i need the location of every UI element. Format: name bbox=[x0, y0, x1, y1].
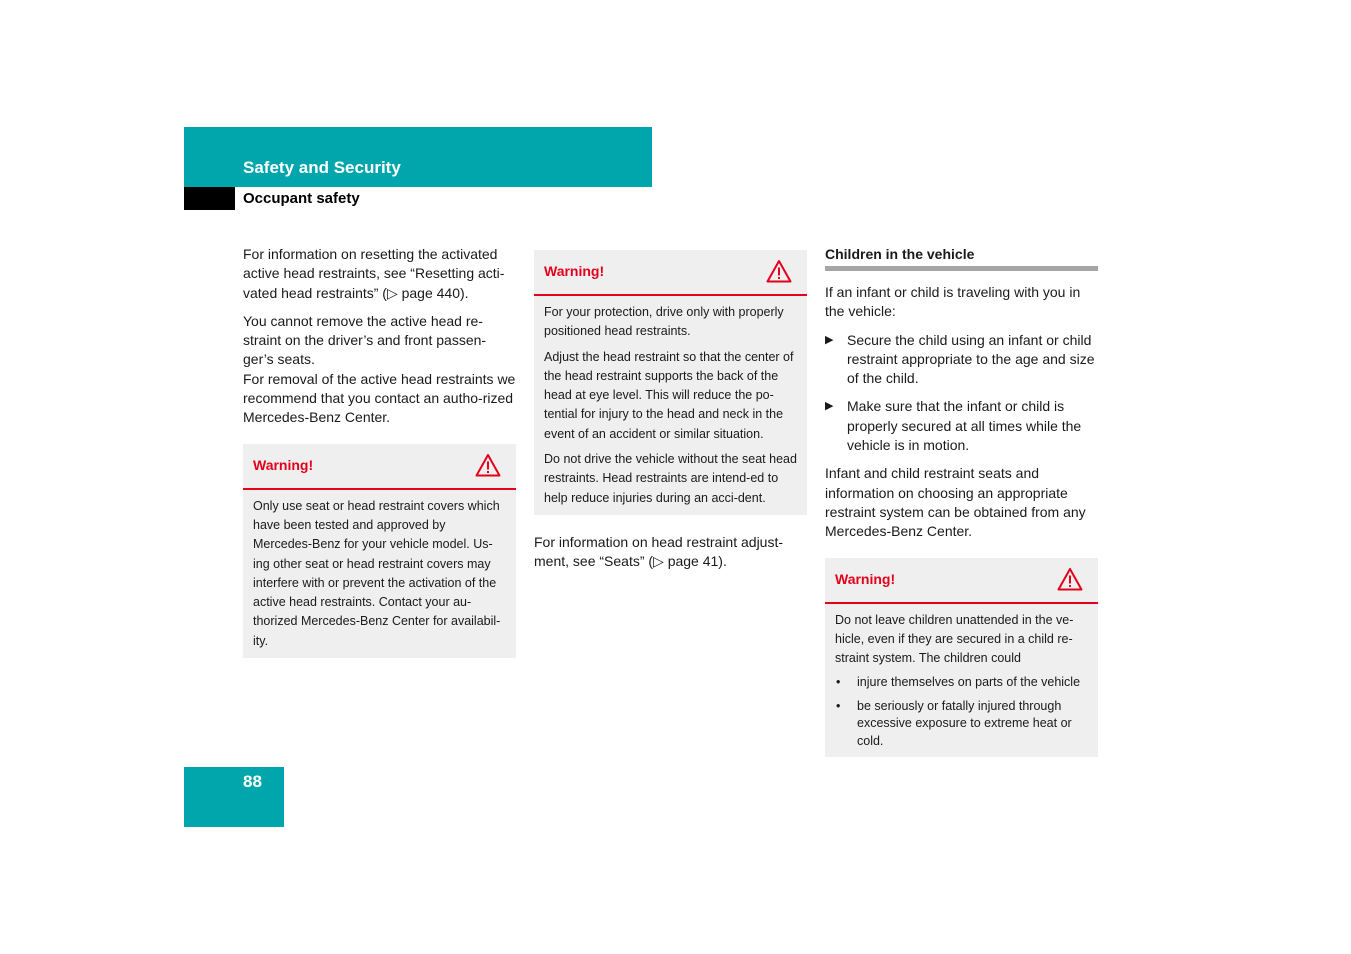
bullet-text: injure themselves on parts of the vehicle bbox=[857, 675, 1081, 690]
instruction-step bbox=[825, 397, 1098, 455]
warning-triangle-icon bbox=[766, 259, 792, 283]
bullet-text: be seriously or fatally injured through excessive exposure to extreme heat or cold. bbox=[857, 698, 1072, 748]
instruction-step bbox=[825, 331, 1098, 389]
arrow-bullet-icon: ▶ bbox=[825, 333, 834, 346]
column-2 bbox=[534, 250, 807, 581]
page-number-box bbox=[184, 767, 284, 827]
warning-label: Warning! bbox=[835, 570, 896, 587]
column-1 bbox=[243, 245, 516, 658]
warning-bullet bbox=[835, 698, 1088, 751]
warning-bullet bbox=[835, 674, 1088, 692]
warning-text: Do not leave children unattended in the ve-hicle, even if they are secured in a child re-straint system. The children could bbox=[835, 612, 1074, 666]
warning-triangle-icon bbox=[475, 453, 501, 477]
section-heading: Children in the vehicle bbox=[825, 245, 1098, 271]
warning-label: Warning! bbox=[544, 263, 605, 279]
paragraph: You cannot remove the active head re-straint on the driver’s and front passen-ger’s seats. bbox=[243, 312, 487, 368]
warning-header bbox=[534, 250, 807, 296]
bullet-dot-icon: • bbox=[836, 675, 841, 690]
paragraph: For information on resetting the activated active head restraints, see “Resetting acti-vated head restraints” (▷ page 440). bbox=[243, 246, 505, 301]
warning-box bbox=[825, 558, 1098, 758]
warning-body bbox=[825, 604, 1098, 758]
warning-box bbox=[534, 250, 807, 515]
step-text: Make sure that the infant or child is properly secured at all times while the vehicle is in motion. bbox=[847, 398, 1082, 454]
paragraph: For removal of the active head restraints we recommend that you contact an autho-rized Mercedes-Benz Center. bbox=[243, 370, 516, 426]
warning-triangle-icon bbox=[1057, 567, 1083, 591]
warning-body bbox=[243, 490, 516, 658]
arrow-bullet-icon: ▶ bbox=[825, 400, 834, 413]
page-number: 88 bbox=[243, 772, 262, 791]
bullet-dot-icon: • bbox=[836, 698, 841, 713]
section-header-band bbox=[184, 127, 652, 187]
warning-header bbox=[825, 558, 1098, 604]
warning-text: For your protection, drive only with properly positioned head restraints. bbox=[544, 305, 784, 339]
paragraph: Infant and child restraint seats and information on choosing an appropriate restraint system can be obtained from any Mercedes-Benz Center. bbox=[825, 465, 1086, 540]
subsection-title: Occupant safety bbox=[243, 190, 360, 207]
warning-header bbox=[243, 444, 516, 490]
warning-text: Do not drive the vehicle without the seat head restraints. Head restraints are intend-ed to help reduce injuries during an acci-dent. bbox=[544, 452, 797, 505]
paragraph: If an infant or child is traveling with you in the vehicle: bbox=[825, 284, 1081, 320]
paragraph: For information on head restraint adjust-ment, see “Seats” (▷ page 41). bbox=[534, 533, 784, 570]
step-text: Secure the child using an infant or child restraint appropriate to the age and size of the child. bbox=[847, 331, 1095, 387]
warning-text: Only use seat or head restraint covers which have been tested and approved by Mercedes-Benz for your vehicle model. Us-ing other seat or head restraint covers may interfere with or prevent the activation of the active head restraints. Contact your au-thorized Mercedes-Benz Center for availabil-ity. bbox=[253, 498, 501, 648]
warning-box bbox=[243, 444, 516, 658]
warning-text: Adjust the head restraint so that the center of the head restraint supports the back of the head at eye level. This will reduce the po-tential for injury to the head and neck in the event of an accident or similar situation. bbox=[544, 349, 794, 441]
section-title: Safety and Security bbox=[243, 158, 401, 177]
column-3 bbox=[825, 245, 1098, 757]
warning-body bbox=[534, 296, 807, 515]
warning-label: Warning! bbox=[253, 456, 314, 473]
section-marker bbox=[184, 187, 235, 210]
